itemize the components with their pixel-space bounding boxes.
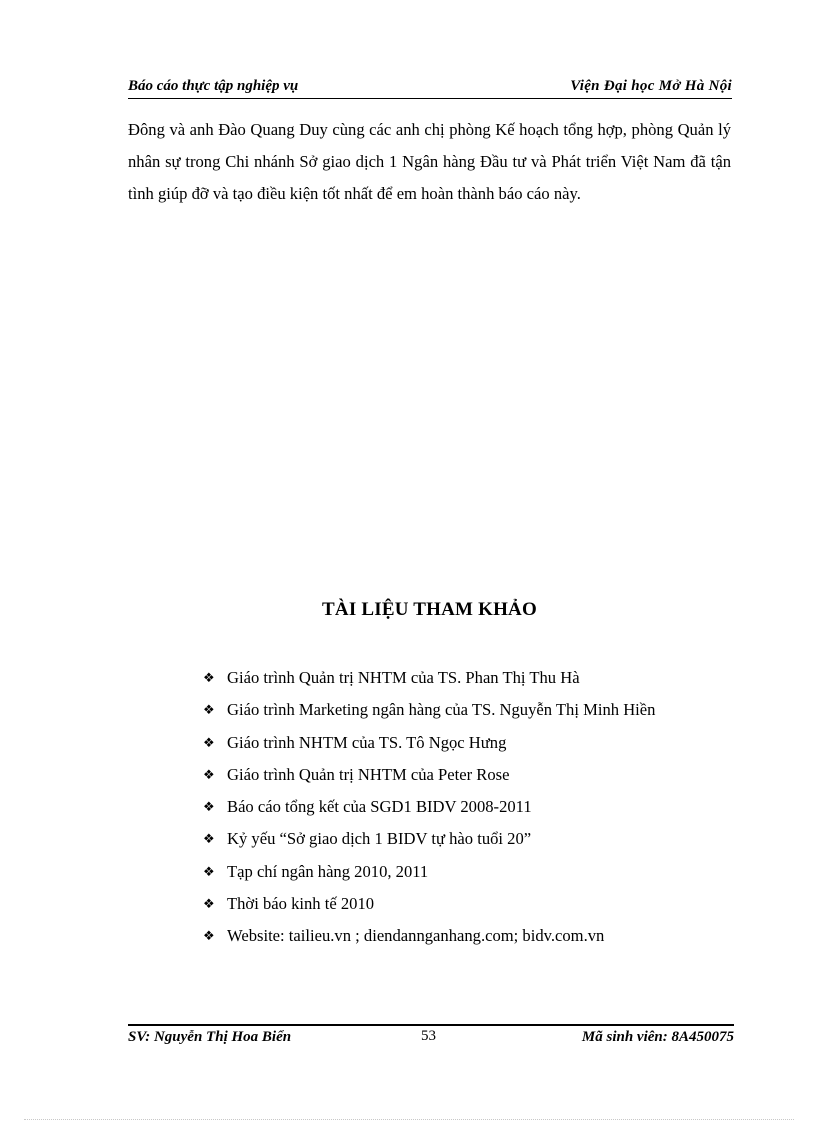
- diamond-bullet-icon: ❖: [203, 703, 215, 719]
- reference-item: [203, 694, 743, 726]
- reference-text: Website: tailieu.vn ; diendannganhang.com; bidv.com.vn: [227, 926, 605, 946]
- header-report-title: Báo cáo thực tập nghiệp vụ: [128, 78, 299, 94]
- reference-item: [203, 727, 743, 759]
- diamond-bullet-icon: ❖: [203, 897, 215, 913]
- reference-text: Tạp chí ngân hàng 2010, 2011: [227, 861, 429, 881]
- diamond-bullet-icon: ❖: [203, 671, 215, 686]
- reference-text: Báo cáo tổng kết của SGD1 BIDV 2008-2011: [227, 797, 532, 817]
- diamond-bullet-icon: ❖: [203, 735, 215, 751]
- page-header: [128, 76, 732, 99]
- footer-student-id: Mã sinh viên: 8A450075: [581, 1029, 734, 1045]
- diamond-bullet-icon: ❖: [203, 800, 215, 816]
- reference-item: [203, 856, 743, 888]
- reference-item: [203, 888, 743, 920]
- diamond-bullet-icon: ❖: [203, 832, 215, 848]
- page-edge-divider: [24, 1119, 794, 1120]
- page-footer: [128, 1026, 734, 1050]
- reference-text: Giáo trình Quản trị NHTM của Peter Rose: [227, 764, 510, 784]
- diamond-bullet-icon: ❖: [203, 929, 215, 945]
- footer-student-name: SV: Nguyễn Thị Hoa Biển: [128, 1029, 292, 1045]
- references-title: TÀI LIỆU THAM KHẢO: [322, 599, 537, 620]
- diamond-bullet-icon: ❖: [203, 864, 215, 880]
- reference-item: [203, 791, 743, 823]
- reference-item: [203, 662, 743, 694]
- reference-item: [203, 823, 743, 855]
- reference-text: Giáo trình Marketing ngân hàng của TS. Nguyễn Thị Minh Hiền: [227, 700, 656, 720]
- reference-text: Kỷ yếu “Sở giao dịch 1 BIDV tự hào tuổi 20”: [227, 829, 532, 849]
- references-list: [203, 662, 743, 953]
- header-institution: Viện Đại học Mở Hà Nội: [570, 78, 732, 94]
- reference-text: Thời báo kinh tế 2010: [227, 894, 375, 914]
- page-number: 53: [421, 1028, 436, 1044]
- reference-text: Giáo trình Quản trị NHTM của TS. Phan Thị Thu Hà: [227, 668, 580, 687]
- reference-text: Giáo trình NHTM của TS. Tô Ngọc Hưng: [227, 732, 507, 752]
- acknowledgement-paragraph: Đông và anh Đào Quang Duy cùng các anh chị phòng Kế hoạch tổng hợp, phòng Quản lý nhân sự trong Chi nhánh Sở giao dịch 1 Ngân hàng Đầu tư và Phát triển Việt Nam đã tận tình giúp đỡ và tạo điều kiện tốt nhất để em hoàn thành báo cáo này.: [128, 120, 731, 203]
- diamond-bullet-icon: ❖: [203, 767, 215, 783]
- reference-item: [203, 920, 743, 952]
- reference-item: [203, 759, 743, 791]
